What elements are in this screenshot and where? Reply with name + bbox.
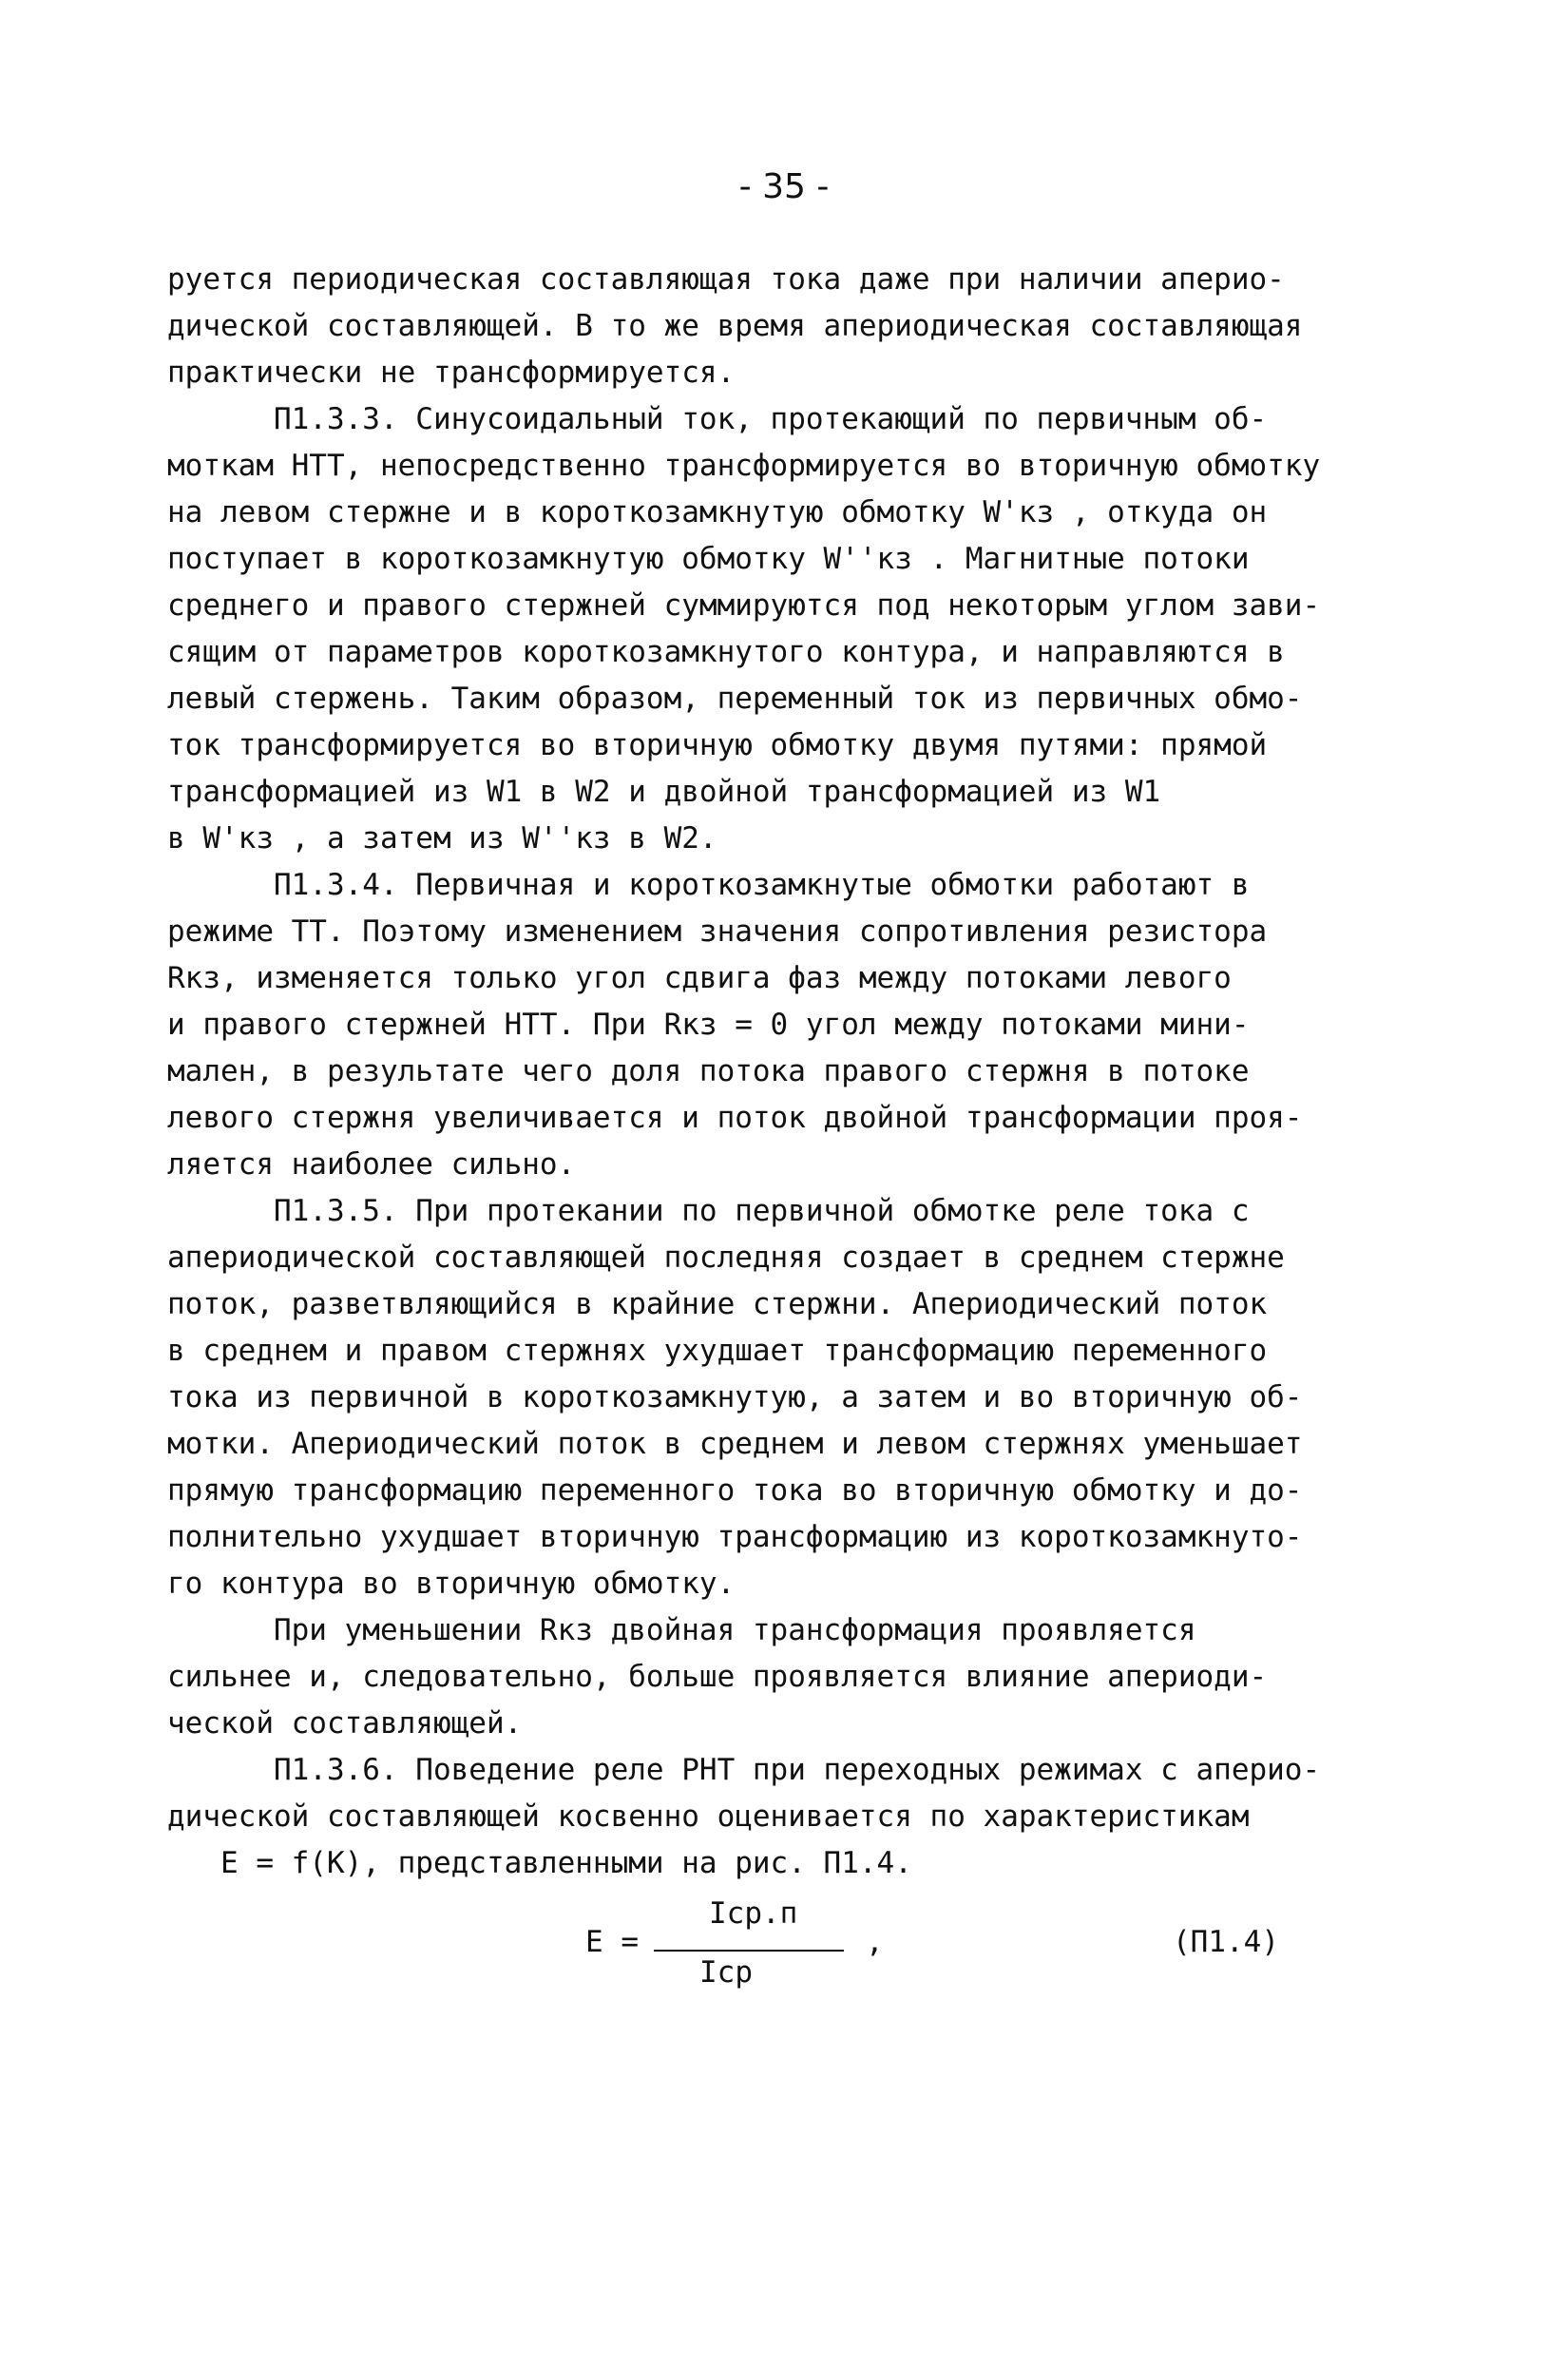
formula-denominator: Iср <box>699 1955 753 1990</box>
text-line: руется периодическая составляющая тока даже при наличии аперио- <box>167 262 1285 297</box>
text-line: Е = f(К), представленными на рис. П1.4. <box>167 1846 912 1880</box>
text-line: среднего и правого стержней суммируются под некоторым углом зави- <box>167 588 1321 623</box>
formula-numerator: Iср.п <box>709 1896 798 1931</box>
formula-lhs: Е = <box>585 1925 639 1959</box>
fraction-bar <box>654 1950 844 1952</box>
text-line: поступает в короткозамкнутую обмотку W''кз . Магнитные потоки <box>167 542 1250 576</box>
text-line: трансформацией из W1 в W2 и двойной трансформацией из W1 <box>167 775 1161 809</box>
text-line: П1.3.6. Поведение реле РНТ при переходных режимах с аперио- <box>167 1753 1321 1787</box>
text-line: тока из первичной в короткозамкнутую, а затем и во вторичную об- <box>167 1380 1303 1414</box>
text-line: полнительно ухудшает вторичную трансформацию из короткозамкнуто- <box>167 1520 1303 1554</box>
text-line: дической составляющей. В то же время апериодическая составляющая <box>167 309 1303 343</box>
text-line: П1.3.4. Первичная и короткозамкнутые обмотки работают в <box>167 868 1250 902</box>
text-line: При уменьшении Rкз двойная трансформация проявляется <box>167 1613 1196 1647</box>
text-line: сильнее и, следовательно, больше проявляется влияние апериоди- <box>167 1660 1268 1694</box>
text-line: режиме ТТ. Поэтому изменением значения сопротивления резистора <box>167 914 1268 949</box>
formula-comma: , <box>866 1925 884 1959</box>
text-line: в W'кз , а затем из W''кз в W2. <box>167 821 717 856</box>
text-line: ток трансформируется во вторичную обмотку двумя путями: прямой <box>167 728 1268 762</box>
text-line: мотки. Апериодический поток в среднем и левом стержнях уменьшает <box>167 1427 1303 1461</box>
text-line: го контура во вторичную обмотку. <box>167 1567 736 1601</box>
text-line: прямую трансформацию переменного тока во вторичную обмотку и до- <box>167 1473 1303 1508</box>
text-line: на левом стержне и в короткозамкнутую обмотку W'кз , откуда он <box>167 495 1268 529</box>
text-line: ческой составляющей. <box>167 1706 523 1741</box>
text-line: левый стержень. Таким образом, переменный ток из первичных обмо- <box>167 682 1303 716</box>
text-line: моткам НТТ, непосредственно трансформируется во вторичную обмотку <box>167 449 1321 483</box>
text-line: апериодической составляющей последняя создает в среднем стержне <box>167 1241 1285 1275</box>
text-line: дической составляющей косвенно оценивается по характеристикам <box>167 1799 1250 1834</box>
text-line: мален, в результате чего доля потока правого стержня в потоке <box>167 1054 1250 1088</box>
text-line: практически не трансформируется. <box>167 356 736 390</box>
text-line: сящим от параметров короткозамкнутого контура, и направляются в <box>167 635 1285 669</box>
text-line: Rкз, изменяется только угол сдвига фаз между потоками левого <box>167 961 1232 995</box>
text-line: поток, разветвляющийся в крайние стержни. Апериодический поток <box>167 1287 1268 1321</box>
text-line: в среднем и правом стержнях ухудшает трансформацию переменного <box>167 1334 1268 1368</box>
text-line: и правого стержней НТТ. При Rкз = 0 угол между потоками мини- <box>167 1008 1250 1042</box>
formula-p1-4 <box>167 1896 1422 2010</box>
text-line: П1.3.3. Синусоидальный ток, протекающий по первичным об- <box>167 402 1268 436</box>
formula-number: (П1.4) <box>1173 1925 1279 1959</box>
text-line: П1.3.5. При протекании по первичной обмотке реле тока с <box>167 1194 1250 1228</box>
body-text <box>167 257 1422 1887</box>
text-line: левого стержня увеличивается и поток двойной трансформации проя- <box>167 1101 1303 1135</box>
page-number: - 35 - <box>738 167 830 206</box>
text-line: ляется наиболее сильно. <box>167 1147 576 1182</box>
